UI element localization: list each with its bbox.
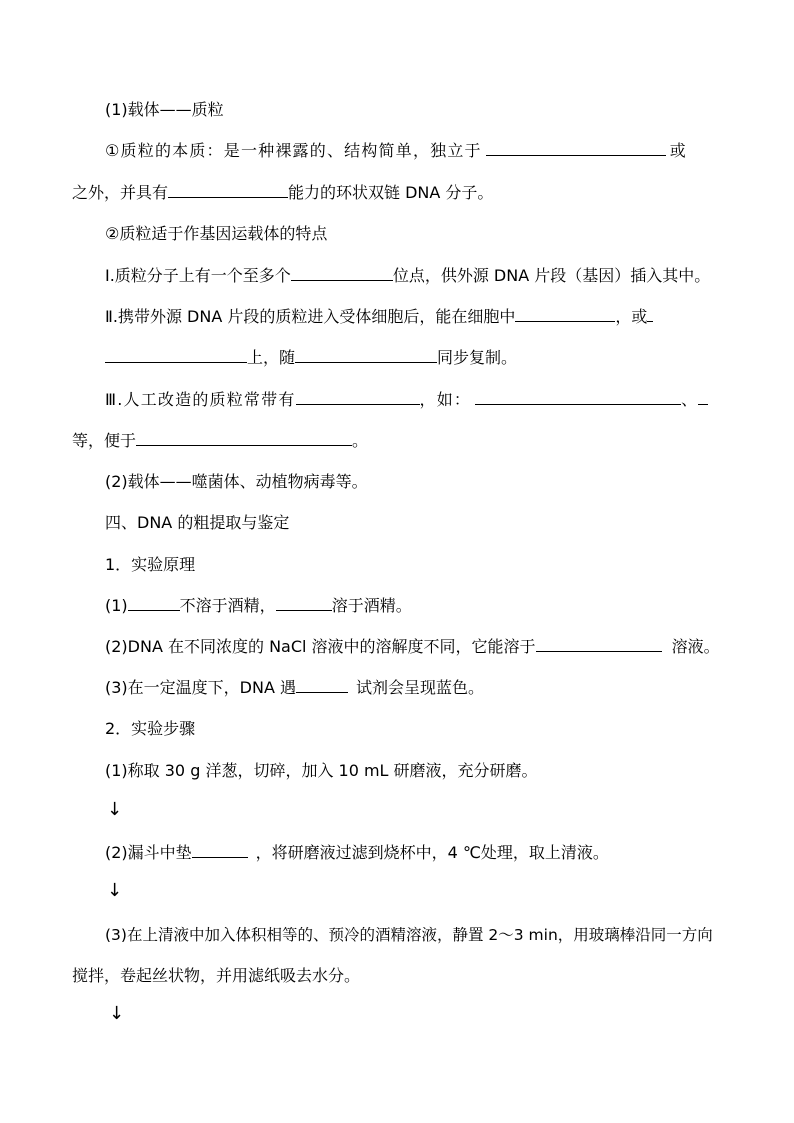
principle-1-line: [105, 596, 412, 616]
fill-in-blank[interactable]: [291, 266, 393, 281]
text: 同步复制。: [437, 348, 518, 367]
feature-iii-line-cont: [72, 431, 368, 451]
text: 上，随: [247, 348, 296, 367]
step-1-line: [105, 761, 538, 781]
text: (2)漏斗中垫: [105, 843, 192, 862]
fill-in-blank[interactable]: [296, 390, 420, 405]
text: 搅拌，卷起丝状物，并用滤纸吸去水分。: [72, 966, 361, 985]
feature-iii-line: [105, 390, 708, 410]
down-arrow-icon: [109, 1004, 124, 1024]
text: 不溶于酒精，: [179, 596, 276, 615]
text: (3)在一定温度下，DNA 遇: [105, 678, 296, 697]
text: Ⅲ.人工改造的质粒常带有: [105, 390, 296, 409]
text: ②质粒适于作基因运载体的特点: [105, 224, 328, 243]
fill-in-blank[interactable]: [276, 596, 332, 611]
fill-in-blank[interactable]: [168, 183, 288, 198]
heading-vector-plasmid: [105, 100, 224, 120]
plasmid-nature-line-cont: [72, 183, 493, 203]
fill-in-blank[interactable]: [486, 141, 666, 156]
text: 等，便于: [72, 431, 137, 450]
text: (2)DNA 在不同浓度的 NaCl 溶液中的溶解度不同，它能溶于: [105, 637, 536, 656]
feature-i-line: [105, 266, 710, 286]
feature-ii-line-cont: [105, 348, 517, 368]
subsection-steps: [105, 719, 195, 739]
fill-in-blank[interactable]: [192, 843, 248, 858]
fill-in-blank[interactable]: [536, 637, 662, 652]
feature-ii-line: [105, 307, 653, 327]
text: 1．实验原理: [105, 555, 196, 574]
fill-in-blank[interactable]: [295, 348, 437, 363]
step-3-line: [105, 925, 713, 945]
principle-3-line: [105, 678, 484, 698]
fill-in-blank[interactable]: [128, 596, 180, 611]
text: 、: [681, 390, 699, 409]
fill-in-blank[interactable]: [515, 307, 615, 322]
text: (1)载体——质粒: [105, 100, 224, 119]
down-arrow-icon: [107, 881, 122, 901]
text: (1): [105, 596, 128, 615]
text: (1)称取 30 g 洋葱，切碎，加入 10 mL 研磨液，充分研磨。: [105, 761, 538, 780]
text: 能力的环状双链 DNA 分子。: [288, 183, 494, 202]
arrow-glyph: ↓: [107, 880, 123, 901]
fill-in-blank[interactable]: [136, 431, 352, 446]
text: 2．实验步骤: [105, 719, 196, 738]
text: 之外，并具有: [72, 183, 169, 202]
text: 位点，供外源 DNA 片段（基因）插入其中。: [392, 266, 711, 285]
section-heading-dna-extraction: [105, 513, 289, 533]
fill-in-blank[interactable]: [105, 348, 247, 363]
text: 溶于酒精。: [331, 596, 412, 615]
text: 四、DNA 的粗提取与鉴定: [105, 513, 290, 532]
text: ①质粒的本质：是一种裸露的、结构简单，独立于: [105, 141, 482, 160]
subsection-principle: [105, 555, 195, 575]
text: Ⅰ.质粒分子上有一个至多个: [105, 266, 291, 285]
plasmid-nature-line: [105, 141, 687, 161]
fill-in-blank[interactable]: [475, 390, 681, 405]
fill-in-blank[interactable]: [647, 307, 653, 322]
fill-in-blank[interactable]: [296, 678, 348, 693]
text: ，如：: [419, 390, 472, 409]
fill-in-blank[interactable]: [698, 390, 708, 405]
text: (2)载体——噬菌体、动植物病毒等。: [105, 472, 368, 491]
principle-2-line: [105, 637, 720, 657]
text: ，或: [615, 307, 648, 326]
arrow-glyph: ↓: [109, 1003, 125, 1024]
step-2-line: [105, 843, 609, 863]
down-arrow-icon: [107, 800, 122, 820]
text: 试剂会呈现蓝色。: [356, 678, 485, 697]
arrow-glyph: ↓: [107, 799, 123, 820]
step-3-line-cont: [72, 966, 360, 986]
text: (3)在上清液中加入体积相等的、预冷的酒精溶液，静置 2～3 min，用玻璃棒沿同一方向: [105, 926, 713, 944]
text: 。: [352, 431, 369, 450]
text: ，将研磨液过滤到烧杯中，4 ℃处理，取上清液。: [255, 843, 609, 862]
text: 溶液。: [671, 637, 720, 656]
plasmid-features-heading: [105, 224, 327, 244]
heading-vector-phage: [105, 472, 368, 492]
text: Ⅱ.携带外源 DNA 片段的质粒进入受体细胞后，能在细胞中: [105, 307, 516, 326]
text: 或: [669, 141, 687, 160]
